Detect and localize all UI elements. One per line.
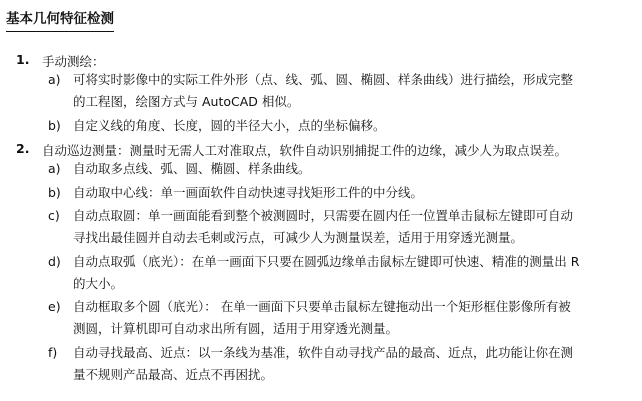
item-letter: d) <box>48 254 61 269</box>
item-letter: f) <box>48 345 58 360</box>
item-line: 的大小。 <box>73 276 124 291</box>
item-text <box>73 182 609 204</box>
item-letter: e) <box>48 299 61 314</box>
item-text <box>73 69 609 113</box>
item-line: 自动框取多个圆（底光）： 在单一画面下只要单击鼠标左键拖动出一个矩形框住影像所有被 <box>73 299 571 314</box>
item-line: 量不规则产品最高、近点不再困扰。 <box>73 367 274 382</box>
item-text <box>73 158 609 180</box>
item-text <box>73 296 609 340</box>
section-number: 1. <box>16 52 30 67</box>
item-letter: a) <box>48 161 61 176</box>
item-line: 测圆，计算机即可自动求出所有圆，适用于用穿透光测量。 <box>73 321 399 336</box>
section-heading: 自动巡边测量：测量时无需人工对准取点，软件自动识别捕捉工件的边缘，减少人为取点误差。 <box>42 143 568 158</box>
item-letter: a) <box>48 72 61 87</box>
item-text <box>73 342 609 386</box>
item-text <box>73 205 609 249</box>
item-line: 可将实时影像中的实际工件外形（点、线、弧、圆、椭圆、样条曲线）进行描绘，形成完整 <box>73 72 574 87</box>
item-line: 寻找出最佳圆并自动去毛刺或污点，可减少人为测量误差，适用于用穿透光测量。 <box>73 230 524 245</box>
item-letter: c) <box>48 208 60 223</box>
item-line: 自动取多点线、弧、圆、椭圆、样条曲线。 <box>73 161 311 176</box>
item-text <box>73 251 609 295</box>
item-line: 自动寻找最高、近点：以一条线为基准，软件自动寻找产品的最高、近点，此功能让你在测 <box>73 345 574 360</box>
item-line: 自动取中心线：单一画面软件自动快速寻找矩形工件的中分线。 <box>73 185 424 200</box>
item-line: 自动点取圆：单一画面能看到整个被测圆时，只需要在圆内任一位置单击鼠标左键即可自动 <box>73 208 574 223</box>
item-text <box>73 115 609 137</box>
item-letter: b) <box>48 118 61 133</box>
item-line: 的工程图，绘图方式与 AutoCAD 相似。 <box>73 94 300 109</box>
section-heading: 手动测绘： <box>42 54 105 69</box>
item-line: 自动点取弧（底光）：在单一画面下只要在圆弧边缘单击鼠标左键即可快速、精准的测量出 R <box>73 254 580 269</box>
item-line: 自定义线的角度、长度，圆的半径大小，点的坐标偏移。 <box>73 118 386 133</box>
document-title: 基本几何特征检测 <box>6 10 114 32</box>
item-letter: b) <box>48 185 61 200</box>
section-number: 2. <box>16 141 30 156</box>
